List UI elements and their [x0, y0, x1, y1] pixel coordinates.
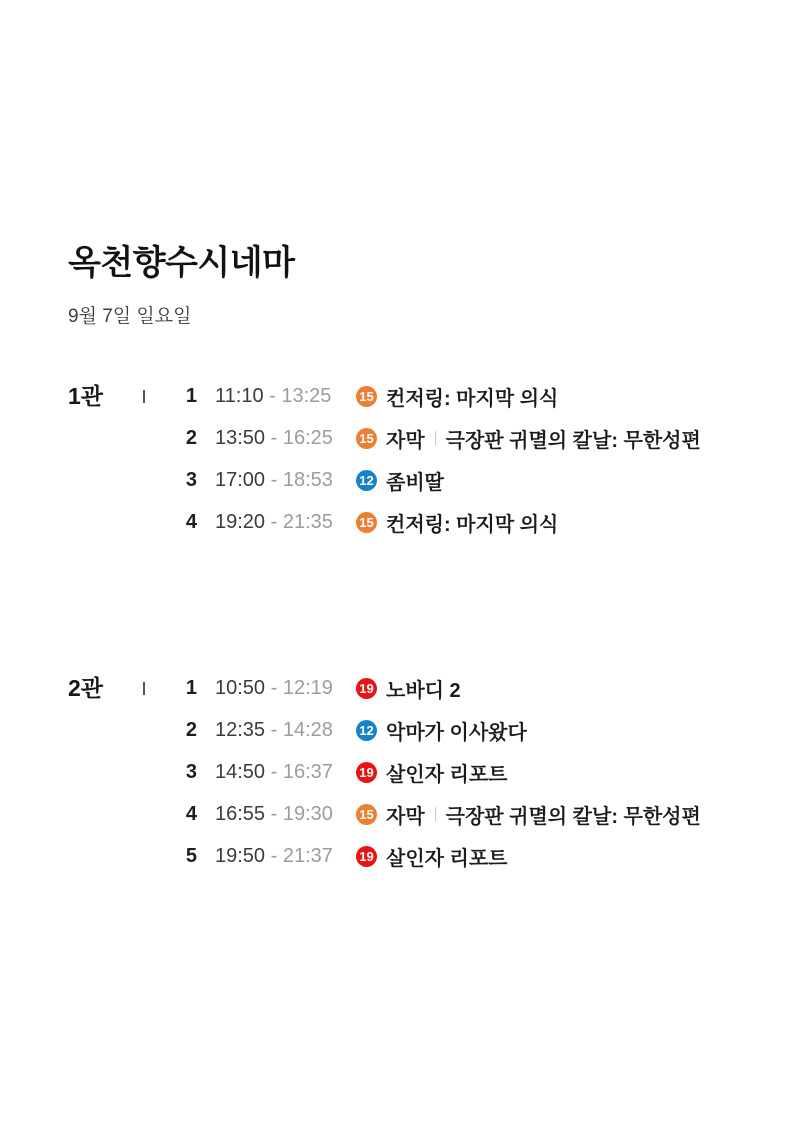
- age-rating-badge: 19: [356, 678, 377, 699]
- showtime-row[interactable]: [157, 709, 701, 751]
- end-time: 16:25: [282, 426, 333, 449]
- age-rating-badge: 19: [356, 762, 377, 783]
- end-time: 14:28: [282, 718, 333, 741]
- showtime-row[interactable]: [157, 417, 701, 459]
- movie-name: 살인자 리포트: [386, 847, 508, 870]
- showtime-rows: [157, 375, 701, 543]
- start-time: 10:50: [215, 676, 266, 699]
- showtime-row[interactable]: [157, 751, 701, 793]
- showtime-range: [215, 677, 339, 700]
- showtime-range: [215, 719, 339, 742]
- age-rating-badge: 15: [356, 512, 377, 533]
- start-time: 13:50: [215, 426, 266, 449]
- showtime-number: 3: [185, 468, 197, 491]
- movie-title: [386, 508, 558, 537]
- end-time: 16:37: [282, 760, 333, 783]
- movie-name: 컨저링: 마지막 의식: [386, 513, 559, 536]
- start-time: 12:35: [215, 718, 266, 741]
- age-rating-badge: 15: [356, 386, 377, 407]
- showtime-number: 3: [185, 760, 197, 783]
- age-rating-badge: 19: [356, 846, 377, 867]
- movie-title: [386, 758, 507, 787]
- showtime-range: [215, 385, 339, 408]
- start-time: 16:55: [215, 802, 266, 825]
- screen-separator: [143, 390, 145, 403]
- screen-separator: [143, 682, 145, 695]
- start-time: 17:00: [215, 468, 266, 491]
- movie-name: 극장판 귀멸의 칼날: 무한성편: [445, 429, 701, 452]
- movie-title: [386, 800, 701, 829]
- showtime-range: [215, 845, 339, 868]
- tag-separator: [435, 807, 436, 821]
- movie-title: [386, 716, 527, 745]
- showtime-row[interactable]: [157, 835, 701, 877]
- subtitle-tag: 자막: [386, 429, 425, 452]
- movie-title: [386, 382, 558, 411]
- movie-name: 좀비딸: [386, 471, 444, 494]
- showtime-rows: [157, 667, 701, 877]
- showtime-row[interactable]: [157, 793, 701, 835]
- showtime-number: 2: [185, 426, 197, 449]
- age-rating-badge: 15: [356, 804, 377, 825]
- cinema-name: 옥천향수시네마: [68, 244, 295, 282]
- tag-separator: [435, 431, 436, 445]
- start-time: 19:50: [215, 844, 266, 867]
- time-dash: -: [265, 802, 283, 825]
- screen-block-1: [68, 375, 701, 543]
- end-time: 21:37: [282, 844, 333, 867]
- age-rating-badge: 12: [356, 470, 377, 491]
- showtime-range: [215, 427, 339, 450]
- showtime-number: 4: [185, 802, 197, 825]
- time-dash: -: [265, 718, 283, 741]
- movie-title: [386, 842, 507, 871]
- movie-name: 살인자 리포트: [386, 763, 508, 786]
- showtime-number: 4: [185, 510, 197, 533]
- movie-title: [386, 674, 461, 703]
- showtime-row[interactable]: [157, 375, 701, 417]
- screen-block-2: [68, 667, 701, 877]
- end-time: 21:35: [282, 510, 333, 533]
- showtime-row[interactable]: [157, 667, 701, 709]
- showtime-range: [215, 761, 339, 784]
- movie-name: 노바디 2: [386, 679, 461, 702]
- age-rating-badge: 12: [356, 720, 377, 741]
- showtime-row[interactable]: [157, 459, 701, 501]
- showtime-number: 1: [185, 676, 197, 699]
- time-dash: -: [265, 510, 283, 533]
- screen-name: 2관: [68, 675, 104, 701]
- movie-name: 극장판 귀멸의 칼날: 무한성편: [445, 805, 701, 828]
- showtime-number: 1: [185, 384, 197, 407]
- start-time: 11:10: [215, 384, 264, 407]
- subtitle-tag: 자막: [386, 805, 425, 828]
- time-dash: -: [265, 468, 283, 491]
- end-time: 19:30: [282, 802, 333, 825]
- movie-name: 악마가 이사왔다: [386, 721, 527, 744]
- showtime-range: [215, 511, 339, 534]
- schedule-date: 9월 7일 일요일: [68, 306, 192, 327]
- showtime-range: [215, 469, 339, 492]
- showtime-number: 2: [185, 718, 197, 741]
- time-dash: -: [265, 676, 283, 699]
- movie-name: 컨저링: 마지막 의식: [386, 387, 559, 410]
- end-time: 13:25: [281, 384, 332, 407]
- end-time: 12:19: [282, 676, 333, 699]
- showtime-range: [215, 803, 339, 826]
- time-dash: -: [265, 426, 283, 449]
- start-time: 14:50: [215, 760, 266, 783]
- age-rating-badge: 15: [356, 428, 377, 449]
- showtime-row[interactable]: [157, 501, 701, 543]
- showtime-number: 5: [185, 844, 197, 867]
- start-time: 19:20: [215, 510, 266, 533]
- end-time: 18:53: [282, 468, 333, 491]
- time-dash: -: [263, 384, 282, 407]
- movie-title: [386, 424, 701, 453]
- time-dash: -: [265, 760, 283, 783]
- movie-title: [386, 466, 444, 495]
- screen-name: 1관: [68, 383, 104, 409]
- time-dash: -: [265, 844, 283, 867]
